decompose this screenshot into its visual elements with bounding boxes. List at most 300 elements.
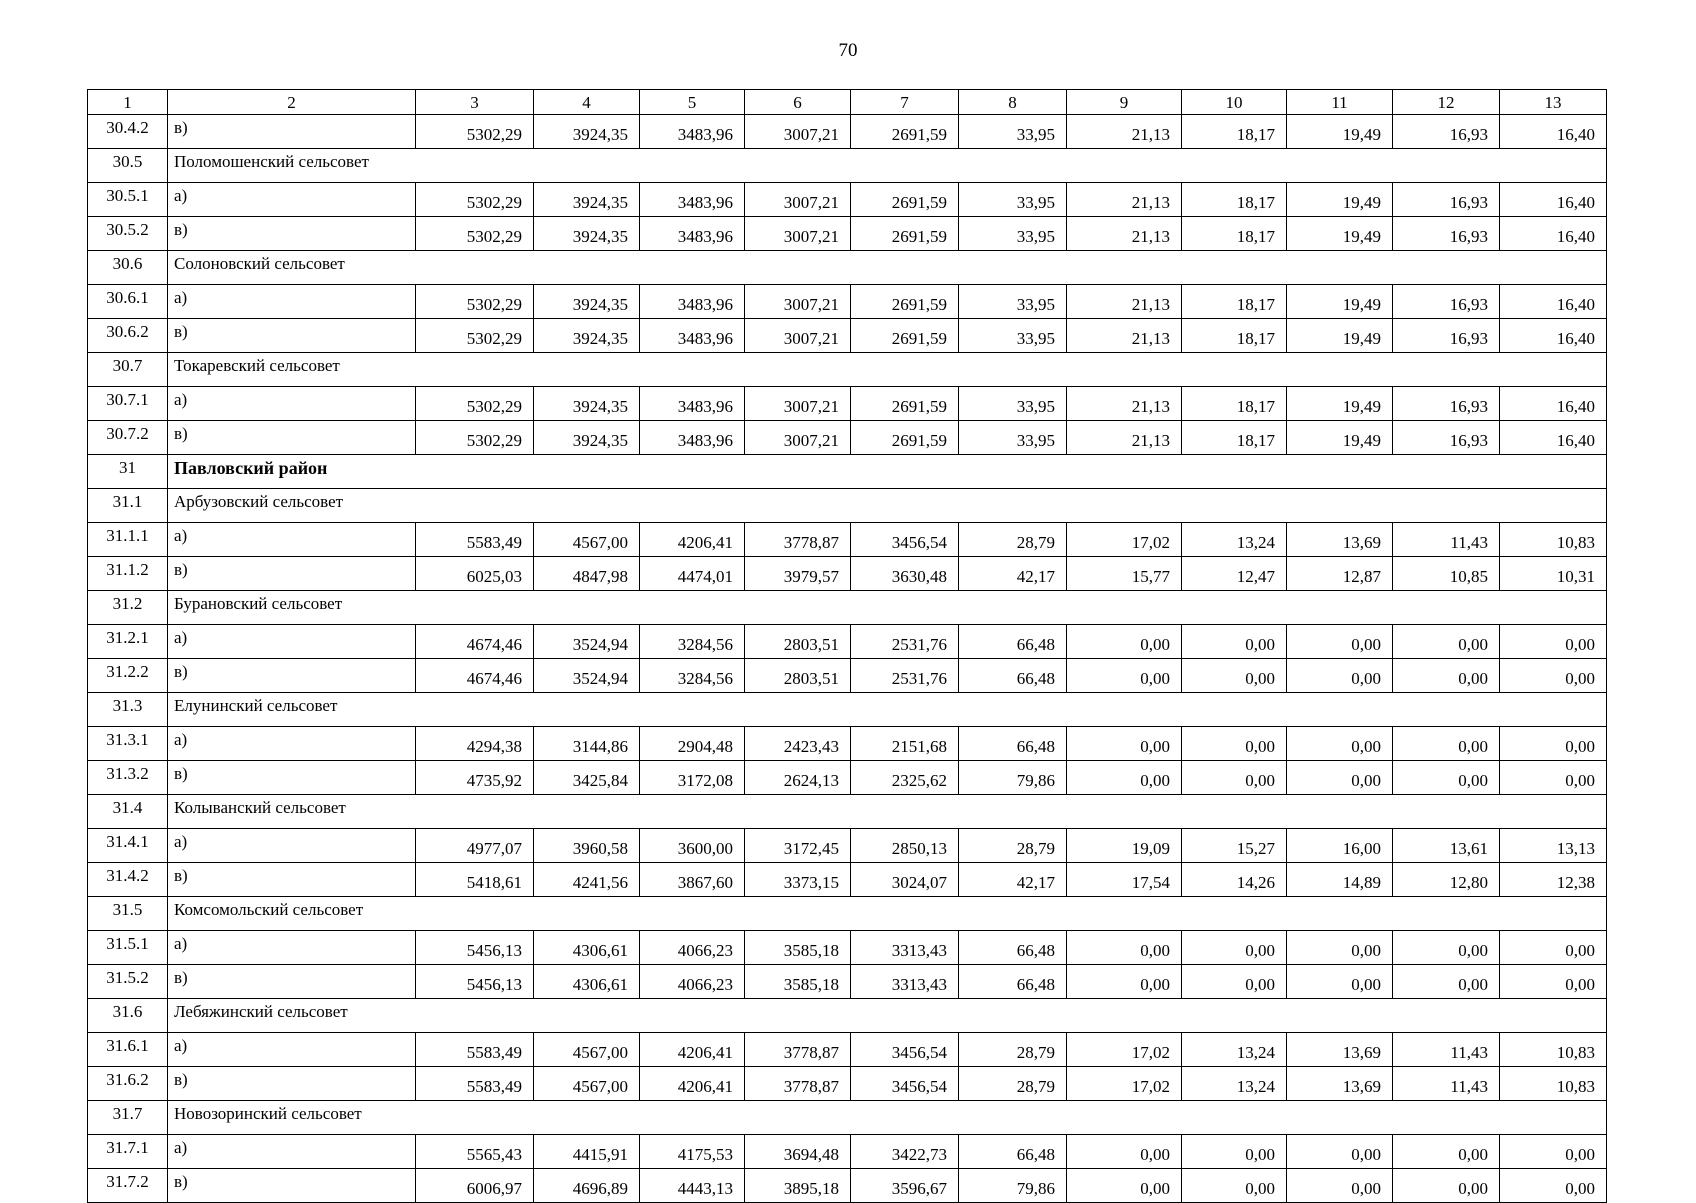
value-cell: 3778,87 <box>745 523 851 557</box>
value-cell: 19,49 <box>1287 115 1393 149</box>
value-cell: 3483,96 <box>640 387 745 421</box>
row-code: 31.7.1 <box>88 1135 168 1169</box>
value-cell: 16,93 <box>1393 285 1500 319</box>
row-code: 31.4.2 <box>88 863 168 897</box>
value-cell: 3313,43 <box>851 965 959 999</box>
value-cell: 28,79 <box>959 1067 1067 1101</box>
value-cell: 21,13 <box>1067 421 1182 455</box>
value-cell: 3895,18 <box>745 1169 851 1203</box>
value-cell: 21,13 <box>1067 217 1182 251</box>
value-cell: 15,27 <box>1182 829 1287 863</box>
row-code: 31.1 <box>88 489 168 523</box>
value-cell: 0,00 <box>1182 727 1287 761</box>
section-title: Павловский район <box>168 455 1607 489</box>
value-cell: 11,43 <box>1393 523 1500 557</box>
value-cell: 3284,56 <box>640 625 745 659</box>
value-cell: 13,24 <box>1182 1067 1287 1101</box>
row-option: в) <box>168 863 416 897</box>
value-cell: 4735,92 <box>416 761 534 795</box>
value-cell: 3630,48 <box>851 557 959 591</box>
row-code: 30.6.1 <box>88 285 168 319</box>
value-cell: 2691,59 <box>851 217 959 251</box>
value-cell: 3596,67 <box>851 1169 959 1203</box>
value-cell: 3483,96 <box>640 319 745 353</box>
value-cell: 0,00 <box>1287 931 1393 965</box>
value-cell: 2803,51 <box>745 625 851 659</box>
value-cell: 6006,97 <box>416 1169 534 1203</box>
value-cell: 16,00 <box>1287 829 1393 863</box>
value-cell: 0,00 <box>1393 931 1500 965</box>
value-cell: 3144,86 <box>534 727 640 761</box>
value-cell: 3694,48 <box>745 1135 851 1169</box>
section-title: Лебяжинский сельсовет <box>168 999 1607 1033</box>
table-row <box>88 183 1607 217</box>
row-code: 30.5.2 <box>88 217 168 251</box>
value-cell: 18,17 <box>1182 285 1287 319</box>
header-row <box>88 90 1607 115</box>
value-cell: 4847,98 <box>534 557 640 591</box>
header-cell: 3 <box>416 90 534 115</box>
value-cell: 4066,23 <box>640 931 745 965</box>
value-cell: 3422,73 <box>851 1135 959 1169</box>
value-cell: 3007,21 <box>745 217 851 251</box>
value-cell: 0,00 <box>1287 625 1393 659</box>
value-cell: 0,00 <box>1287 761 1393 795</box>
value-cell: 5583,49 <box>416 1033 534 1067</box>
row-code: 30.7.1 <box>88 387 168 421</box>
row-option: а) <box>168 285 416 319</box>
value-cell: 2904,48 <box>640 727 745 761</box>
value-cell: 2850,13 <box>851 829 959 863</box>
row-code: 31.4.1 <box>88 829 168 863</box>
value-cell: 28,79 <box>959 1033 1067 1067</box>
section-row <box>88 1101 1607 1135</box>
row-option: а) <box>168 1033 416 1067</box>
value-cell: 3456,54 <box>851 523 959 557</box>
value-cell: 4443,13 <box>640 1169 745 1203</box>
value-cell: 3585,18 <box>745 965 851 999</box>
value-cell: 3483,96 <box>640 421 745 455</box>
table-row <box>88 115 1607 149</box>
value-cell: 42,17 <box>959 557 1067 591</box>
row-code: 30.4.2 <box>88 115 168 149</box>
section-row <box>88 897 1607 931</box>
value-cell: 5456,13 <box>416 931 534 965</box>
section-row <box>88 353 1607 387</box>
value-cell: 3456,54 <box>851 1067 959 1101</box>
value-cell: 16,40 <box>1500 115 1607 149</box>
value-cell: 16,93 <box>1393 183 1500 217</box>
table-row <box>88 1169 1607 1203</box>
value-cell: 0,00 <box>1067 965 1182 999</box>
value-cell: 5302,29 <box>416 217 534 251</box>
value-cell: 3600,00 <box>640 829 745 863</box>
row-code: 31 <box>88 455 168 489</box>
value-cell: 33,95 <box>959 115 1067 149</box>
value-cell: 0,00 <box>1393 625 1500 659</box>
row-code: 31.3.1 <box>88 727 168 761</box>
value-cell: 0,00 <box>1287 727 1393 761</box>
table-row <box>88 285 1607 319</box>
value-cell: 42,17 <box>959 863 1067 897</box>
value-cell: 16,93 <box>1393 217 1500 251</box>
page-number: 70 <box>838 40 858 61</box>
table-row <box>88 727 1607 761</box>
value-cell: 13,69 <box>1287 1067 1393 1101</box>
value-cell: 16,40 <box>1500 319 1607 353</box>
value-cell: 13,24 <box>1182 523 1287 557</box>
value-cell: 4567,00 <box>534 1067 640 1101</box>
value-cell: 3007,21 <box>745 285 851 319</box>
value-cell: 11,43 <box>1393 1067 1500 1101</box>
row-option: а) <box>168 523 416 557</box>
row-code: 30.7.2 <box>88 421 168 455</box>
value-cell: 0,00 <box>1182 625 1287 659</box>
value-cell: 2325,62 <box>851 761 959 795</box>
row-code: 30.6 <box>88 251 168 285</box>
value-cell: 4241,56 <box>534 863 640 897</box>
value-cell: 0,00 <box>1500 625 1607 659</box>
value-cell: 4567,00 <box>534 523 640 557</box>
value-cell: 3524,94 <box>534 659 640 693</box>
value-cell: 3456,54 <box>851 1033 959 1067</box>
value-cell: 28,79 <box>959 523 1067 557</box>
value-cell: 28,79 <box>959 829 1067 863</box>
value-cell: 17,02 <box>1067 1033 1182 1067</box>
value-cell: 4415,91 <box>534 1135 640 1169</box>
value-cell: 4066,23 <box>640 965 745 999</box>
value-cell: 13,61 <box>1393 829 1500 863</box>
row-option: в) <box>168 659 416 693</box>
row-code: 31.5.2 <box>88 965 168 999</box>
value-cell: 19,09 <box>1067 829 1182 863</box>
table-row <box>88 965 1607 999</box>
value-cell: 21,13 <box>1067 115 1182 149</box>
value-cell: 18,17 <box>1182 421 1287 455</box>
table-row <box>88 829 1607 863</box>
table-row <box>88 421 1607 455</box>
value-cell: 0,00 <box>1500 727 1607 761</box>
row-code: 30.5 <box>88 149 168 183</box>
value-cell: 16,40 <box>1500 285 1607 319</box>
value-cell: 5583,49 <box>416 1067 534 1101</box>
row-option: в) <box>168 115 416 149</box>
value-cell: 4306,61 <box>534 931 640 965</box>
value-cell: 11,43 <box>1393 1033 1500 1067</box>
value-cell: 3284,56 <box>640 659 745 693</box>
value-cell: 21,13 <box>1067 387 1182 421</box>
value-cell: 0,00 <box>1182 965 1287 999</box>
value-cell: 0,00 <box>1393 727 1500 761</box>
section-row <box>88 251 1607 285</box>
section-row <box>88 591 1607 625</box>
section-row <box>88 149 1607 183</box>
value-cell: 3867,60 <box>640 863 745 897</box>
value-cell: 0,00 <box>1393 1169 1500 1203</box>
table-row <box>88 1067 1607 1101</box>
value-cell: 12,87 <box>1287 557 1393 591</box>
value-cell: 3483,96 <box>640 183 745 217</box>
value-cell: 3979,57 <box>745 557 851 591</box>
value-cell: 0,00 <box>1500 931 1607 965</box>
row-option: а) <box>168 625 416 659</box>
value-cell: 0,00 <box>1067 625 1182 659</box>
value-cell: 0,00 <box>1287 1169 1393 1203</box>
value-cell: 3924,35 <box>534 183 640 217</box>
value-cell: 33,95 <box>959 217 1067 251</box>
value-cell: 5456,13 <box>416 965 534 999</box>
row-option: в) <box>168 557 416 591</box>
value-cell: 0,00 <box>1182 761 1287 795</box>
value-cell: 3007,21 <box>745 115 851 149</box>
value-cell: 16,93 <box>1393 319 1500 353</box>
row-code: 31.3 <box>88 693 168 727</box>
value-cell: 3024,07 <box>851 863 959 897</box>
value-cell: 2423,43 <box>745 727 851 761</box>
value-cell: 2691,59 <box>851 115 959 149</box>
value-cell: 18,17 <box>1182 115 1287 149</box>
value-cell: 4674,46 <box>416 625 534 659</box>
table-row <box>88 1135 1607 1169</box>
value-cell: 3007,21 <box>745 421 851 455</box>
value-cell: 0,00 <box>1067 727 1182 761</box>
row-code: 31.7 <box>88 1101 168 1135</box>
value-cell: 79,86 <box>959 1169 1067 1203</box>
value-cell: 18,17 <box>1182 387 1287 421</box>
row-option: в) <box>168 319 416 353</box>
header-cell: 13 <box>1500 90 1607 115</box>
row-code: 31.1.2 <box>88 557 168 591</box>
header-cell: 4 <box>534 90 640 115</box>
value-cell: 21,13 <box>1067 183 1182 217</box>
value-cell: 66,48 <box>959 659 1067 693</box>
row-code: 31.4 <box>88 795 168 829</box>
value-cell: 3924,35 <box>534 115 640 149</box>
value-cell: 21,13 <box>1067 285 1182 319</box>
value-cell: 10,85 <box>1393 557 1500 591</box>
value-cell: 4175,53 <box>640 1135 745 1169</box>
table-row <box>88 523 1607 557</box>
value-cell: 2691,59 <box>851 183 959 217</box>
value-cell: 17,02 <box>1067 523 1182 557</box>
value-cell: 18,17 <box>1182 183 1287 217</box>
value-cell: 16,40 <box>1500 421 1607 455</box>
table-row <box>88 863 1607 897</box>
value-cell: 0,00 <box>1500 1135 1607 1169</box>
header-cell: 5 <box>640 90 745 115</box>
value-cell: 16,40 <box>1500 217 1607 251</box>
value-cell: 3007,21 <box>745 183 851 217</box>
row-code: 31.5 <box>88 897 168 931</box>
value-cell: 66,48 <box>959 727 1067 761</box>
section-title: Бурановский сельсовет <box>168 591 1607 625</box>
value-cell: 3960,58 <box>534 829 640 863</box>
value-cell: 19,49 <box>1287 387 1393 421</box>
row-option: а) <box>168 829 416 863</box>
row-option: а) <box>168 931 416 965</box>
section-title: Поломошенский сельсовет <box>168 149 1607 183</box>
value-cell: 12,80 <box>1393 863 1500 897</box>
value-cell: 3172,45 <box>745 829 851 863</box>
value-cell: 0,00 <box>1182 1169 1287 1203</box>
value-cell: 0,00 <box>1393 659 1500 693</box>
value-cell: 3778,87 <box>745 1067 851 1101</box>
value-cell: 16,40 <box>1500 387 1607 421</box>
value-cell: 5418,61 <box>416 863 534 897</box>
value-cell: 3313,43 <box>851 931 959 965</box>
value-cell: 13,69 <box>1287 523 1393 557</box>
section-row <box>88 455 1607 489</box>
header-cell: 12 <box>1393 90 1500 115</box>
value-cell: 5302,29 <box>416 319 534 353</box>
value-cell: 0,00 <box>1182 931 1287 965</box>
row-code: 31.6.2 <box>88 1067 168 1101</box>
table-row <box>88 217 1607 251</box>
value-cell: 4206,41 <box>640 1033 745 1067</box>
value-cell: 3007,21 <box>745 387 851 421</box>
value-cell: 79,86 <box>959 761 1067 795</box>
value-cell: 5302,29 <box>416 387 534 421</box>
value-cell: 3524,94 <box>534 625 640 659</box>
value-cell: 0,00 <box>1393 1135 1500 1169</box>
value-cell: 14,26 <box>1182 863 1287 897</box>
table-row <box>88 557 1607 591</box>
value-cell: 5583,49 <box>416 523 534 557</box>
section-title: Елунинский сельсовет <box>168 693 1607 727</box>
value-cell: 19,49 <box>1287 217 1393 251</box>
value-cell: 3483,96 <box>640 217 745 251</box>
value-cell: 3778,87 <box>745 1033 851 1067</box>
value-cell: 3924,35 <box>534 217 640 251</box>
section-title: Комсомольский сельсовет <box>168 897 1607 931</box>
value-cell: 18,17 <box>1182 319 1287 353</box>
value-cell: 0,00 <box>1287 1135 1393 1169</box>
value-cell: 0,00 <box>1287 965 1393 999</box>
section-row <box>88 489 1607 523</box>
value-cell: 16,93 <box>1393 387 1500 421</box>
value-cell: 33,95 <box>959 285 1067 319</box>
value-cell: 0,00 <box>1067 1135 1182 1169</box>
value-cell: 13,13 <box>1500 829 1607 863</box>
value-cell: 3007,21 <box>745 319 851 353</box>
value-cell: 4206,41 <box>640 1067 745 1101</box>
table-row <box>88 761 1607 795</box>
value-cell: 2531,76 <box>851 625 959 659</box>
value-cell: 0,00 <box>1500 965 1607 999</box>
row-code: 31.6.1 <box>88 1033 168 1067</box>
value-cell: 33,95 <box>959 319 1067 353</box>
value-cell: 4306,61 <box>534 965 640 999</box>
value-cell: 66,48 <box>959 931 1067 965</box>
row-code: 31.2.1 <box>88 625 168 659</box>
section-title: Токаревский сельсовет <box>168 353 1607 387</box>
section-row <box>88 795 1607 829</box>
header-cell: 6 <box>745 90 851 115</box>
value-cell: 3585,18 <box>745 931 851 965</box>
row-code: 30.7 <box>88 353 168 387</box>
header-cell: 10 <box>1182 90 1287 115</box>
value-cell: 4696,89 <box>534 1169 640 1203</box>
value-cell: 5302,29 <box>416 285 534 319</box>
value-cell: 4206,41 <box>640 523 745 557</box>
value-cell: 10,31 <box>1500 557 1607 591</box>
value-cell: 17,54 <box>1067 863 1182 897</box>
value-cell: 0,00 <box>1500 659 1607 693</box>
value-cell: 10,83 <box>1500 1033 1607 1067</box>
value-cell: 0,00 <box>1067 761 1182 795</box>
row-code: 30.5.1 <box>88 183 168 217</box>
section-row <box>88 999 1607 1033</box>
value-cell: 5302,29 <box>416 183 534 217</box>
value-cell: 6025,03 <box>416 557 534 591</box>
value-cell: 0,00 <box>1067 931 1182 965</box>
row-code: 31.6 <box>88 999 168 1033</box>
value-cell: 12,38 <box>1500 863 1607 897</box>
value-cell: 4294,38 <box>416 727 534 761</box>
value-cell: 16,40 <box>1500 183 1607 217</box>
value-cell: 14,89 <box>1287 863 1393 897</box>
value-cell: 3483,96 <box>640 115 745 149</box>
row-code: 31.1.1 <box>88 523 168 557</box>
value-cell: 0,00 <box>1500 1169 1607 1203</box>
row-code: 31.2.2 <box>88 659 168 693</box>
table-row <box>88 659 1607 693</box>
row-option: в) <box>168 1169 416 1203</box>
row-option: в) <box>168 217 416 251</box>
value-cell: 66,48 <box>959 1135 1067 1169</box>
value-cell: 19,49 <box>1287 183 1393 217</box>
row-option: а) <box>168 727 416 761</box>
value-cell: 66,48 <box>959 625 1067 659</box>
value-cell: 2803,51 <box>745 659 851 693</box>
value-cell: 3924,35 <box>534 387 640 421</box>
row-code: 31.3.2 <box>88 761 168 795</box>
row-code: 31.7.2 <box>88 1169 168 1203</box>
value-cell: 3924,35 <box>534 421 640 455</box>
header-cell: 7 <box>851 90 959 115</box>
header-cell: 2 <box>168 90 416 115</box>
value-cell: 66,48 <box>959 965 1067 999</box>
row-option: а) <box>168 1135 416 1169</box>
table-row <box>88 931 1607 965</box>
table-row <box>88 1033 1607 1067</box>
value-cell: 0,00 <box>1393 965 1500 999</box>
value-cell: 0,00 <box>1182 659 1287 693</box>
value-cell: 3924,35 <box>534 319 640 353</box>
header-cell: 9 <box>1067 90 1182 115</box>
value-cell: 21,13 <box>1067 319 1182 353</box>
value-cell: 5302,29 <box>416 115 534 149</box>
value-cell: 18,17 <box>1182 217 1287 251</box>
row-option: в) <box>168 761 416 795</box>
header-cell: 1 <box>88 90 168 115</box>
row-option: а) <box>168 387 416 421</box>
value-cell: 19,49 <box>1287 319 1393 353</box>
value-cell: 13,69 <box>1287 1033 1393 1067</box>
value-cell: 2691,59 <box>851 387 959 421</box>
value-cell: 2624,13 <box>745 761 851 795</box>
value-cell: 19,49 <box>1287 421 1393 455</box>
value-cell: 3483,96 <box>640 285 745 319</box>
value-cell: 4474,01 <box>640 557 745 591</box>
value-cell: 2531,76 <box>851 659 959 693</box>
value-cell: 13,24 <box>1182 1033 1287 1067</box>
value-cell: 2691,59 <box>851 319 959 353</box>
value-cell: 0,00 <box>1067 659 1182 693</box>
value-cell: 5302,29 <box>416 421 534 455</box>
section-title: Новозоринский сельсовет <box>168 1101 1607 1135</box>
table-row <box>88 387 1607 421</box>
